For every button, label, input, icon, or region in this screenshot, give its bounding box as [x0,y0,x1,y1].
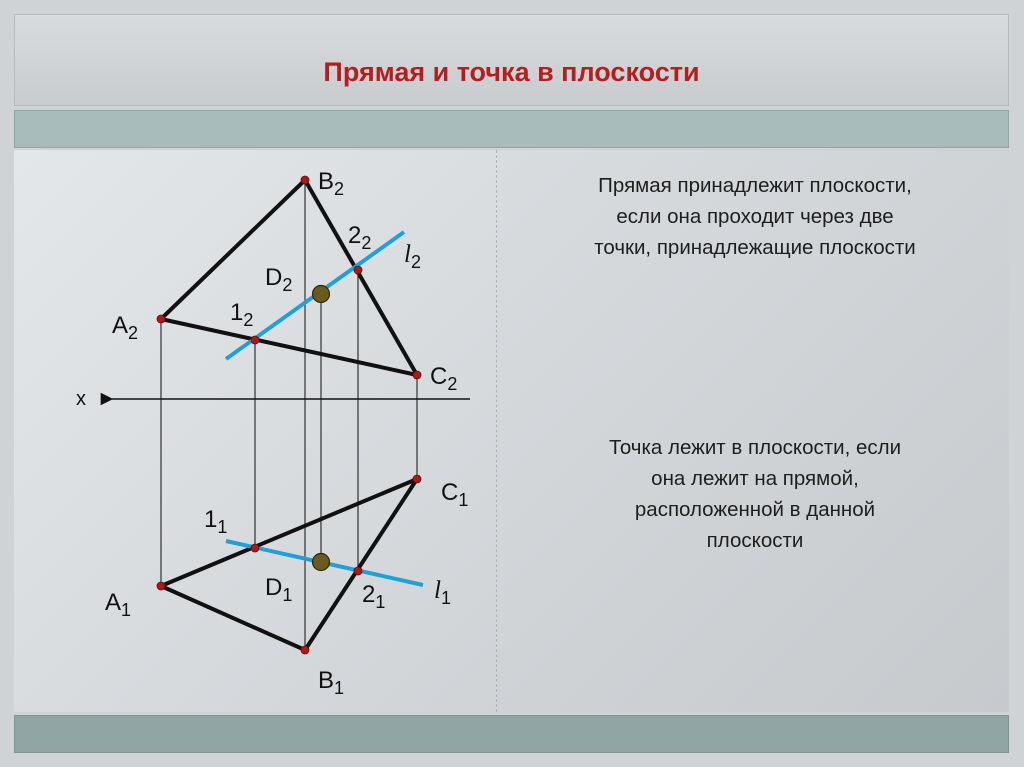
statement-line: точки, принадлежащие плоскости [594,236,916,259]
label-a1: $A_1$ [105,589,132,620]
page-title: Прямая и точка в плоскости [323,57,700,87]
label-12: $1_2$ [230,299,254,330]
label-d1: $D_1$ [265,574,293,605]
vertex-c1-dot [413,475,421,483]
label-b2: $B_2$ [318,168,345,199]
label-b1: $B_1$ [318,667,345,698]
label-l1: $l_1$ [434,577,451,608]
label-a2: $A_2$ [112,312,139,343]
label-21: $2_1$ [362,581,386,612]
label-l2: $l_2$ [404,241,421,272]
statement-line: если она проходит через две [616,205,894,228]
point-21-dot [354,567,362,575]
label-c1: $C_1$ [441,479,469,510]
vertex-b2-dot [301,176,309,184]
vertex-a2-dot [157,315,165,323]
point-d2 [313,286,330,303]
triangle-top-projection [161,479,417,650]
vertex-b1-dot [301,646,309,654]
label-x-axis: x [76,388,86,410]
vertex-a1-dot [157,582,165,590]
point-12-dot [251,336,259,344]
label-11: $1_1$ [204,506,228,537]
vertex-c2-dot [413,371,421,379]
statement-line: плоскости [706,529,804,552]
statement-line: Прямая принадлежит плоскости, [598,174,912,197]
label-d2: $D_2$ [265,264,293,295]
label-c2: $C_2$ [430,363,458,394]
point-11-dot [251,544,259,552]
statement-line: она лежит на прямой, [651,467,859,490]
statement-line: Точка лежит в плоскости, если [608,436,902,459]
point-d1 [313,554,330,571]
label-22: $2_2$ [348,222,372,253]
point-22-dot [354,266,362,274]
statement-line: расположенной в данной [634,498,876,521]
